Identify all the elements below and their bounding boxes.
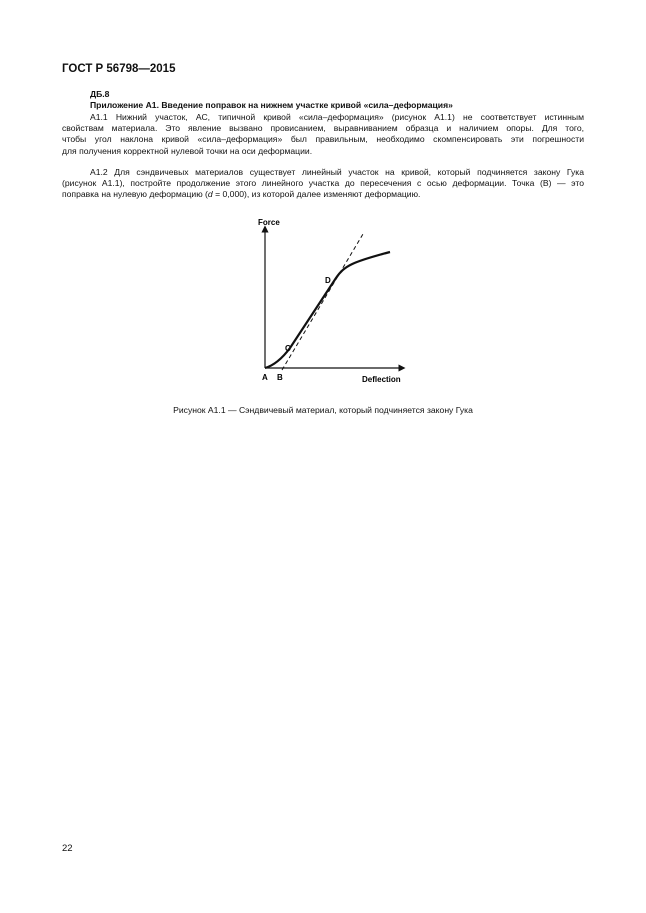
x-axis-label: Deflection [362, 375, 401, 384]
paragraph-a1-2 [62, 167, 584, 201]
paragraph-line: А1.2 Для сэндвичевых материалов существует линейный участок на кривой, который подчиняется закону Гука [90, 167, 584, 177]
section-title: Приложение А1. Введение поправок на нижнем участке кривой «сила–деформация» [90, 100, 453, 110]
paragraph-line [62, 189, 584, 200]
paragraph-line: (рисунок А1.1), постройте продолжение этого линейного участка до пересечения с осью деформации. Точка (В) — это [62, 178, 584, 189]
paragraph-line: чтобы угол наклона кривой «сила–деформация» был правильным, необходимо скомпенсировать эти погрешности [62, 134, 584, 145]
point-label-a: A [262, 373, 268, 382]
paragraph-line: для получения корректной нулевой точки на оси деформации. [62, 145, 313, 156]
point-label-b: B [277, 373, 283, 382]
figure-caption: Рисунок А1.1 — Сэндвичевый материал, который подчиняется закону Гука [173, 405, 473, 415]
section-code: ДБ.8 [90, 89, 110, 99]
document-header: ГОСТ Р 56798—2015 [62, 63, 176, 75]
paragraph-text: поправка на нулевую деформацию ( [62, 189, 208, 200]
force-deflection-diagram [248, 212, 418, 387]
hooke-extension-line [282, 234, 363, 370]
variable-d: d [207, 189, 213, 200]
paragraph-a1-1 [62, 112, 584, 157]
page-number: 22 [62, 843, 73, 854]
paragraph-line: А1.1 Нижний участок, АС, типичной кривой «сила–деформация» (рисунок А1.1) не соответствует истинным [90, 112, 584, 122]
point-label-d: D [325, 276, 331, 285]
point-label-c: C [285, 344, 291, 353]
figure-a1-1 [248, 212, 418, 392]
paragraph-text: = 0,000), из которой далее изменяют деформацию. [212, 189, 421, 200]
paragraph-line: свойствам материала. Это явление вызвано провисанием, выравниванием образца и наличием опоры. Для того, [62, 123, 584, 134]
force-deflection-curve [265, 252, 390, 368]
y-axis-label: Force [258, 218, 280, 227]
